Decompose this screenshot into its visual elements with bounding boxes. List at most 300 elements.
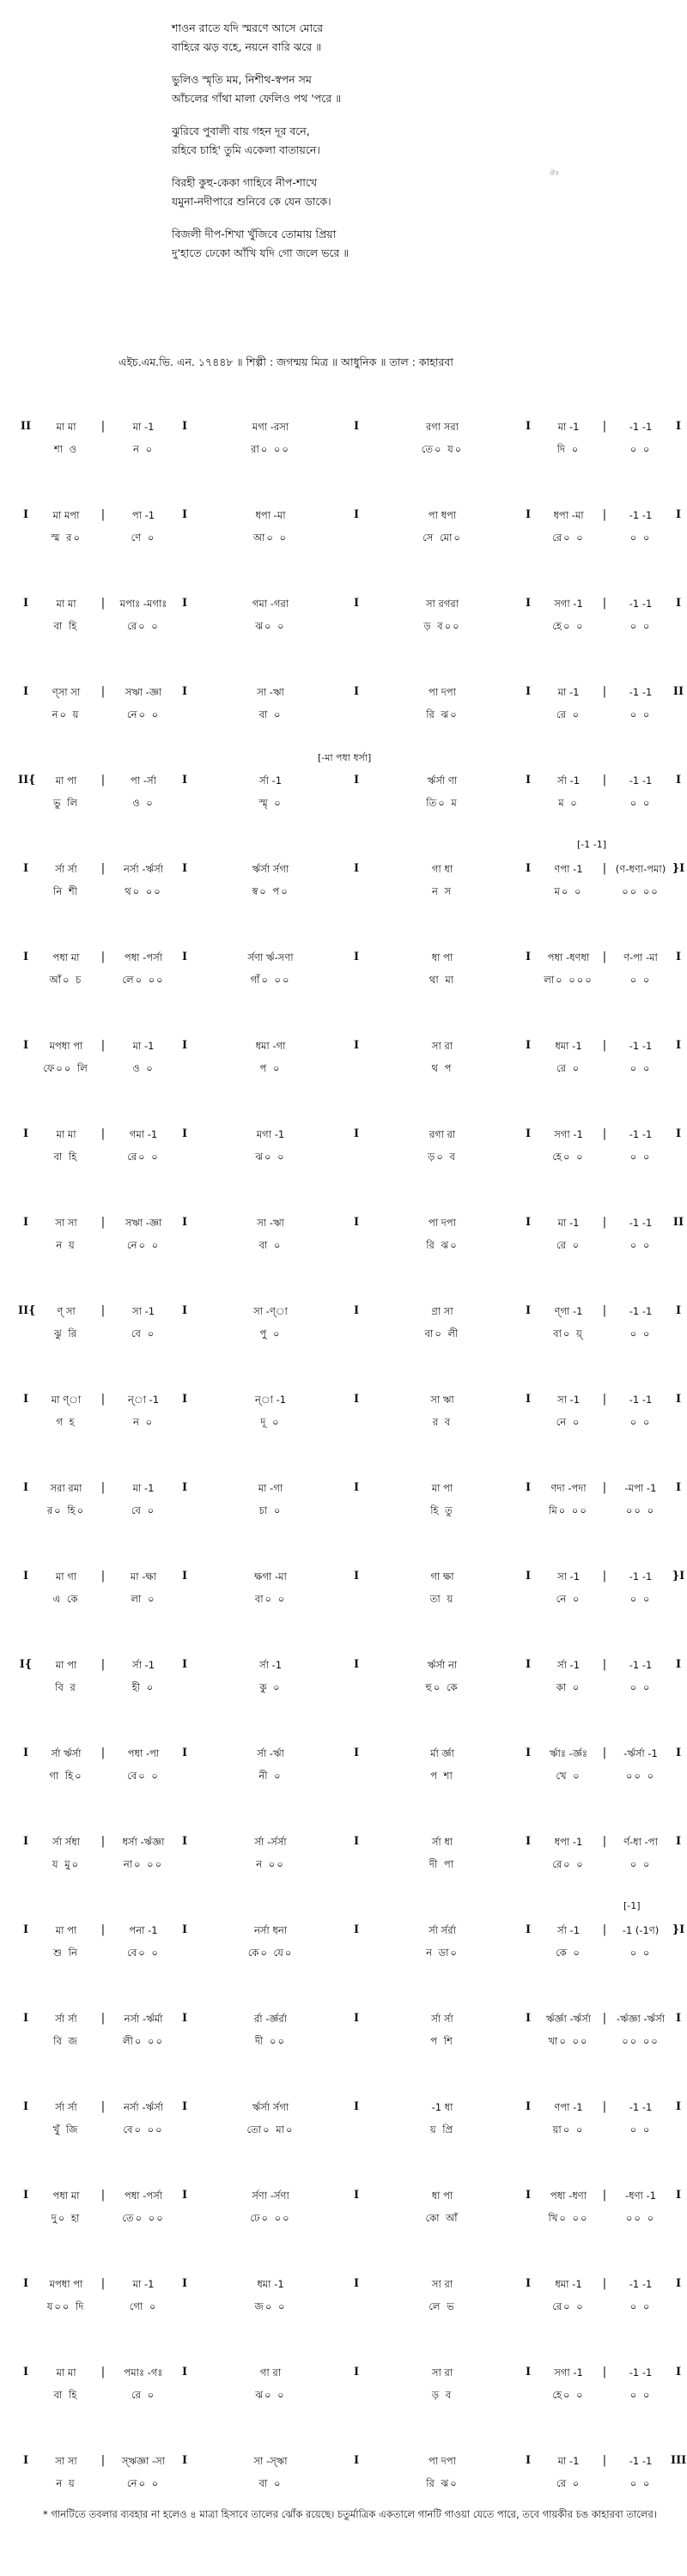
notation-block [0, 1458, 687, 1546]
bar-line: I [525, 1658, 532, 1671]
swara-cell: -1 -1 [629, 1305, 653, 1317]
bar-line: I [181, 1039, 188, 1052]
syllable-cell: ফে০০ লি [43, 1062, 89, 1074]
bar-line: I [22, 2277, 29, 2290]
syllable-cell: বা হি [53, 1151, 79, 1163]
syllable-cell: খা০ ০০ [548, 2035, 589, 2047]
swara-cell: -1 -1 [629, 1128, 653, 1140]
bar-line: I [181, 1481, 188, 1494]
syllable-cell: বে ০ [131, 1327, 156, 1340]
beat-divider: | [602, 774, 607, 787]
syllable-cell: ০ ০ [629, 1593, 652, 1605]
syllable-cell: ঝু রি [54, 1327, 78, 1340]
syllable-cell: লে ভ [429, 2300, 456, 2312]
syllable-row [0, 1943, 687, 1962]
syllable-cell: স্ব০ প০ [252, 885, 289, 897]
bar-line: I [22, 2454, 29, 2467]
notation-block [0, 574, 687, 662]
swara-cell: ধমা -1 [257, 2278, 284, 2290]
swara-cell: র্সা র্সা [55, 2101, 77, 2113]
syllable-cell: ঝ০ ০ [255, 2389, 286, 2401]
swara-cell: মা মপা [52, 509, 80, 521]
bar-line: I [675, 597, 682, 610]
syllable-cell: দু০ হা [51, 2212, 82, 2224]
swara-row [0, 948, 687, 967]
syllable-cell: তা য় [429, 1593, 455, 1605]
beat-divider: | [100, 2189, 106, 2202]
notation-block [0, 2254, 687, 2342]
beat-divider: | [100, 1039, 106, 1052]
swara-cell: র্সা র্সা [431, 2013, 453, 2025]
beat-divider: | [100, 2012, 106, 2025]
syllable-cell: বা ০ [258, 2477, 283, 2489]
swara-cell: স্ঋজ্ঞা -সা [121, 2455, 166, 2467]
swara-cell: মা -1 [132, 421, 155, 433]
bar-line: I [675, 951, 682, 963]
beat-divider: | [100, 1658, 106, 1671]
beat-divider: | [602, 597, 607, 610]
swara-cell: মা মা [56, 598, 76, 610]
syllable-cell: নি শী [53, 885, 79, 897]
syllable-cell: ন য় [56, 1239, 76, 1251]
syllable-cell: ০০ ০ [625, 1504, 656, 1516]
bar-line: I [181, 1127, 188, 1140]
bar-line: I [353, 2189, 360, 2202]
swara-cell: মা পা [55, 1659, 77, 1671]
swara-row [0, 594, 687, 613]
bar-line: I [181, 1835, 188, 1848]
syllable-cell: খে ০ [556, 1770, 581, 1782]
bar-line: II [20, 420, 32, 433]
notation-block [0, 1370, 687, 1458]
syllable-cell: সে মো০ [423, 532, 462, 544]
syllable-cell: থ০ ০০ [125, 885, 162, 897]
notation-variant: [-1 -1] [577, 839, 607, 850]
swara-cell: -1 -1 [629, 2366, 653, 2379]
bar-line: I [22, 2100, 29, 2113]
syllable-cell: না০ ০০ [123, 1858, 164, 1870]
lyric-stanza [172, 19, 653, 57]
footnote: * গানটিতে তবলার ব্যবহার না হলেও ৪ মাত্রা হিসাবে তালের ঝোঁক রয়েছে। চতুর্মাত্রিক একতালে গানটি গাওয়া যেতে পারে, তবে গায়কীর চঙ কাহারবা তালের। [43, 2508, 657, 2520]
bar-line: I [181, 508, 188, 521]
syllable-cell: দী ০০ [255, 2035, 286, 2047]
beat-divider: | [602, 508, 607, 521]
syllable-cell: ০০ ০ [625, 2212, 656, 2224]
notation-block [0, 839, 687, 927]
bar-line: I [181, 2100, 188, 2113]
swara-cell: মা -ক্ষা [130, 1571, 157, 1583]
bar-line: I [181, 2277, 188, 2290]
syllable-cell: দি ০ [556, 443, 581, 455]
swara-cell: সগা -1 [554, 2366, 583, 2379]
syllable-row [0, 970, 687, 989]
bar-line: I [181, 1570, 188, 1583]
bar-line: I [525, 862, 532, 875]
syllable-row [0, 882, 687, 901]
syllable-cell: রি ঝ০ [426, 708, 459, 720]
syllable-cell: ০ ০ [629, 1681, 652, 1693]
swara-cell: মপধা পা [49, 2278, 83, 2290]
syllable-cell: ০ ০ [629, 2389, 652, 2401]
syllable-cell: লা০ ০০০ [544, 974, 593, 986]
swara-cell: র্ঋর্সা র্সগা [252, 2101, 289, 2113]
beat-divider: | [100, 2454, 106, 2467]
syllable-cell: ণে ০ [131, 532, 156, 544]
bar-line: I [353, 1127, 360, 1140]
bar-line: I [525, 2454, 532, 2467]
syllable-cell: ০ ০ [629, 443, 652, 455]
bar-line: I [353, 508, 360, 521]
swara-cell: সা সা [55, 2455, 77, 2467]
syllable-cell: শা ও [53, 443, 79, 455]
swara-cell: পা দপা [429, 2455, 456, 2467]
syllable-cell: লা ০ [131, 1593, 156, 1605]
swara-cell: রগা রা [429, 1128, 456, 1140]
bar-line: I [181, 1393, 188, 1406]
syllable-cell: দূ ০ [260, 1416, 281, 1428]
beat-divider: | [602, 2012, 607, 2025]
bar-line: I [525, 1393, 532, 1406]
bar-line: II [672, 685, 684, 698]
notation-block [0, 2166, 687, 2254]
bar-line: I [22, 951, 29, 963]
bar-line: I [353, 1747, 360, 1759]
swara-cell: ধপা -মা [553, 509, 584, 521]
bar-line: I [181, 1216, 188, 1229]
syllable-cell: রি ঝ০ [426, 1239, 459, 1251]
bar-line: I [675, 774, 682, 787]
swara-cell: মা -1 [557, 2455, 580, 2467]
swara-cell: পধা মা [52, 951, 80, 963]
bar-line: I [525, 508, 532, 521]
syllable-cell: রে ০ [556, 1062, 581, 1074]
swara-cell: -1 -1 [629, 775, 653, 787]
notation-variant: [-মা পধা ধর্সা] [318, 752, 372, 763]
syllable-cell: রা০ ০০ [251, 443, 290, 455]
bar-line: I [675, 1835, 682, 1848]
bar-line: I [675, 1039, 682, 1052]
syllable-cell: ০ ০ [629, 974, 652, 986]
lyric-line: বাহিরে ঝড় বহে, নয়নে বারি ঝরে ॥ [172, 40, 322, 53]
syllable-row [0, 1413, 687, 1431]
syllable-cell: হি তু [430, 1504, 454, 1516]
bar-line: I [181, 2012, 188, 2025]
swara-cell: মা -1 [557, 686, 580, 698]
notation-variant: [-1] [623, 1900, 641, 1911]
swara-cell: র্সা র্সর্রা [429, 1924, 456, 1936]
syllable-cell: খুঁ জি [52, 2123, 80, 2136]
notation-block [0, 485, 687, 574]
bar-line: I [353, 1570, 360, 1583]
swara-cell: র্সা -1 [131, 1659, 155, 1671]
bar-line: I{ [19, 1658, 33, 1671]
bar-line: I [675, 420, 682, 433]
bar-line: I [675, 1127, 682, 1140]
beat-divider: | [100, 1570, 106, 1583]
syllable-cell: তি০ ম [426, 797, 459, 809]
swara-cell: সা রগরা [425, 598, 459, 610]
bar-line: I [353, 1658, 360, 1671]
bar-line: I [181, 774, 188, 787]
beat-divider: | [602, 685, 607, 698]
bar-line: I [353, 1039, 360, 1052]
swara-cell: -1 -1 [629, 1571, 653, 1583]
bar-line: I [675, 2189, 682, 2202]
syllable-row [0, 1059, 687, 1078]
beat-divider: | [100, 2277, 106, 2290]
syllable-cell: বা০ লী [424, 1327, 460, 1340]
swara-row [0, 2098, 687, 2117]
syllable-cell: বা ০ [258, 708, 283, 720]
swara-cell: নর্সা ধনা [253, 1924, 288, 1936]
syllable-cell: রে ০ [131, 2389, 156, 2401]
beat-divider: | [602, 1481, 607, 1494]
notation-block [0, 750, 687, 839]
syllable-cell: কা ০ [556, 1681, 581, 1693]
syllable-cell: লে০ ০০ [122, 974, 165, 986]
swara-cell: পধা -পর্সা [124, 2190, 163, 2202]
bar-line: II{ [18, 774, 36, 787]
swara-row [0, 2363, 687, 2382]
swara-row [0, 683, 687, 702]
swara-cell: গা রা [259, 2366, 282, 2379]
swara-row [0, 2009, 687, 2028]
swara-row [0, 1213, 687, 1232]
syllable-cell: গো ০ [129, 2300, 158, 2312]
swara-cell: -1 -1 [629, 1394, 653, 1406]
swara-cell: মা -1 [132, 1040, 155, 1052]
syllable-cell: নে ০ [556, 1593, 581, 1605]
syllable-row [0, 793, 687, 812]
bar-line: II [672, 1216, 684, 1229]
lyric-line: ভুলিও স্মৃতি মম, নিশীথ-স্বপন সম [172, 73, 312, 86]
syllable-cell: ড় ব০০ [423, 620, 461, 632]
beat-divider: | [602, 1747, 607, 1759]
beat-divider: | [602, 1039, 607, 1052]
syllable-cell: ০ ০ [629, 2123, 652, 2136]
syllable-cell: ঝ০ ০ [255, 620, 286, 632]
bar-line: I [181, 1747, 188, 1759]
beat-divider: | [602, 2366, 607, 2379]
beat-divider: | [602, 1570, 607, 1583]
swara-cell: পধা -ধণা [550, 2190, 587, 2202]
swara-cell: র্সা -র্ঋা [257, 1747, 284, 1759]
swara-cell: র্সা -1 [258, 775, 283, 787]
beat-divider: | [100, 1923, 106, 1936]
beat-divider: | [602, 862, 607, 875]
swara-cell: র্সা -1 [556, 1659, 581, 1671]
bar-line: I [22, 2012, 29, 2025]
swara-cell: -1 -1 [629, 1217, 653, 1229]
bar-line: I [22, 1216, 29, 1229]
swara-cell: সগা -1 [554, 1128, 583, 1140]
notation-block [0, 1193, 687, 1281]
bar-line: I [353, 597, 360, 610]
bar-line: I [675, 2100, 682, 2113]
syllable-cell: ভু লি [52, 797, 80, 809]
swara-cell: মা মা [56, 421, 76, 433]
syllable-row [0, 528, 687, 547]
bar-line: I [675, 2366, 682, 2379]
swara-cell: পধা -পা [127, 1747, 160, 1759]
swara-cell: -1 (-1ণ) [622, 1924, 660, 1936]
syllable-cell: হী ০ [131, 1681, 155, 1693]
beat-divider: | [602, 1835, 607, 1848]
syllable-cell: ০০ ০০ [622, 885, 660, 897]
notation-block [0, 2077, 687, 2166]
beat-divider: | [602, 951, 607, 963]
swara-cell: নর্সা -র্ঋর্সা [123, 863, 164, 875]
swara-row [0, 506, 687, 525]
bar-line: I [525, 685, 532, 698]
syllable-cell: ০০ ০০ [622, 2035, 660, 2047]
syllable-cell: ও ০ [132, 1062, 155, 1074]
bar-line: I [22, 1481, 29, 1494]
bar-line: I [675, 1747, 682, 1759]
syllable-row [0, 1855, 687, 1874]
syllable-cell: ০ ০ [629, 2300, 652, 2312]
swara-cell: গমা -গরা [252, 598, 289, 610]
lyric-line: বিজলী দীপ-শিখা খুঁজিবে তোমায় প্রিয়া [172, 228, 337, 240]
syllable-cell: গাঁ০ ০০ [250, 974, 291, 986]
syllable-cell: রে০ ০ [552, 2300, 585, 2312]
swara-cell: র্মা র্জ্ঞা [430, 1747, 454, 1759]
bar-line: I [525, 2100, 532, 2113]
swara-cell: ণপা -1 [554, 863, 583, 875]
syllable-cell: ০ ০ [629, 708, 652, 720]
syllable-row [0, 1589, 687, 1608]
syllable-cell: বে ০ [131, 1504, 156, 1516]
swara-row [0, 1656, 687, 1674]
swara-cell: -1 -1 [629, 686, 653, 698]
swara-cell: মা পা [431, 1482, 453, 1494]
syllable-cell: হু০ কে [425, 1681, 459, 1693]
syllable-cell: বা হি [53, 620, 79, 632]
beat-divider: | [100, 1747, 106, 1759]
syllable-cell: য মু০ [52, 1858, 81, 1870]
bar-line: I [181, 685, 188, 698]
syllable-cell: প শা [430, 1770, 454, 1782]
swara-cell: ধপা -1 [554, 1836, 583, 1848]
syllable-cell: তে০ ০০ [122, 2212, 165, 2224]
swara-cell: র্ঋর্সা না [427, 1659, 458, 1671]
syllable-row [0, 1147, 687, 1166]
bar-line: I [353, 2100, 360, 2113]
syllable-row [0, 2120, 687, 2139]
syllable-cell: ০ ০ [629, 1151, 652, 1163]
syllable-cell: নে০ ০ [126, 708, 161, 720]
swara-cell: সা ঋা [430, 1394, 454, 1406]
syllable-cell: য় প্রি [429, 2123, 455, 2136]
syllable-row [0, 705, 687, 724]
swara-cell: র্সা ধা [431, 1836, 453, 1848]
swara-cell: পধা -পর্সা [124, 951, 163, 963]
syllable-cell: ন০ য় [52, 708, 81, 720]
swara-cell: সা -1 [131, 1305, 155, 1317]
syllable-cell: কো আঁ [425, 2212, 459, 2224]
syllable-row [0, 1501, 687, 1520]
syllable-cell: প ০ [259, 1062, 282, 1074]
swara-cell: র্সা র্ঋর্সা [51, 1747, 82, 1759]
swara-row [0, 1479, 687, 1498]
syllable-row [0, 440, 687, 459]
syllable-cell: তো০ মা০ [246, 2123, 295, 2136]
swara-row [0, 2186, 687, 2205]
syllable-cell: রি ঝ০ [426, 2477, 459, 2489]
syllable-cell: বা০ ০ [254, 1593, 287, 1605]
beat-divider: | [602, 1304, 607, 1317]
syllable-cell: ঢে০ ০০ [250, 2212, 291, 2224]
syllable-cell: ন স [431, 885, 453, 897]
swara-cell: -1 ধা [431, 2101, 453, 2113]
syllable-row [0, 2032, 687, 2050]
bar-line: I [353, 2366, 360, 2379]
beat-divider: | [602, 2277, 607, 2290]
bar-line: I [22, 1747, 29, 1759]
bar-line: I [353, 1393, 360, 1406]
syllable-cell: বে০ ০০ [123, 2123, 164, 2136]
bar-line: II{ [18, 1304, 36, 1317]
swara-row [0, 860, 687, 878]
syllable-row [0, 2474, 687, 2493]
lyric-stanza [172, 173, 653, 211]
syllable-row [0, 1236, 687, 1255]
swara-row [0, 1125, 687, 1144]
lyric-stanza [172, 225, 653, 263]
syllable-cell: শু নি [53, 1947, 79, 1959]
syllable-row [0, 2385, 687, 2404]
bar-line: I [181, 2454, 188, 2467]
bar-line: I [181, 420, 188, 433]
bar-line: I [525, 2012, 532, 2025]
syllable-cell: রে০ ০ [127, 1151, 160, 1163]
beat-divider: | [100, 420, 106, 433]
bar-line: I [22, 597, 29, 610]
beat-divider: | [100, 2366, 106, 2379]
swara-row [0, 1036, 687, 1055]
beat-divider: | [100, 2100, 106, 2113]
swara-row [0, 1390, 687, 1409]
syllable-cell: ন ০ [133, 443, 154, 455]
notation-block [0, 1104, 687, 1193]
syllable-cell: ০ ০ [629, 620, 652, 632]
syllable-cell: আঁ০ চ [49, 974, 83, 986]
swara-cell: ধর্সা -র্ঋজ্ঞা [122, 1836, 165, 1848]
syllable-cell: ন ডা০ [426, 1947, 459, 1959]
bar-line: I [181, 597, 188, 610]
swara-cell: মা -গা [258, 1482, 283, 1494]
swara-cell: ণ্রা সা [431, 1305, 453, 1317]
swara-cell: সা -ণ্া [253, 1305, 288, 1317]
syllable-cell: গা হি০ [49, 1770, 83, 1782]
swara-cell: -1 -1 [629, 2455, 653, 2467]
bar-line: I [353, 774, 360, 787]
swara-cell: র্সণা -র্সণা [252, 2190, 289, 2202]
swara-cell: মা মা [56, 1128, 76, 1140]
swara-cell: সঋা -জ্ঞা [125, 1217, 162, 1229]
swara-cell: সা রা [431, 1040, 453, 1052]
syllable-cell: ম ০ [558, 797, 579, 809]
swara-cell: ণ-পা -মা [623, 951, 658, 963]
syllable-cell: বা০ য়্ [553, 1327, 584, 1340]
syllable-cell: চা ০ [258, 1504, 283, 1516]
syllable-cell: হে০ ০ [552, 2389, 585, 2401]
bar-line: I [353, 951, 360, 963]
bar-line: I [525, 1039, 532, 1052]
bar-line: I [675, 2277, 682, 2290]
syllable-cell: ০ ০ [629, 797, 652, 809]
bar-line: I [22, 1039, 29, 1052]
